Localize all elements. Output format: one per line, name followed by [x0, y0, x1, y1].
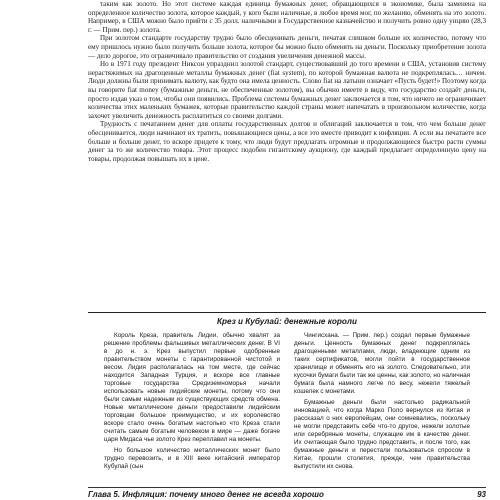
sidebar-column-left: [104, 332, 280, 471]
paragraph: Но в 1971 году президент Никсон упразднил золотой стандарт, существовавший до того времени в США, установив систему нерастяжимых на драгоценные металлы бумажных денег (fiat system), по которой бумажная валюта не подкреплялась… ничем. Люди должны были принимать валюту, как будто она имела ценность. Слово fiat на латыни означает «Пусть будет!» Поэтому когда вы говорите fiat money (бумажные деньги, не обеспеченные золотом), вы обычно имеете в виду, что государство создаёт деньги, просто издав указ о том, чтобы они появились. Проблема системы бумажных денег заключается в том, что ничего не ограничивает количества этих маленьких бумажек, которые правительство каждой страны может напечатать в произвольном количестве, когда захочет увеличить денежность расплатиться со своими долгами.: [88, 60, 486, 120]
sidebar-columns: [88, 332, 486, 471]
sidebar-paragraph: Бумажные деньги были настолько радикальной инновацией, что когда Марко Поло вернулся из Китая и рассказал о них европейцам, они сомневались, поскольку не могли представить себе что-то другое, нежели золотые или серебряные монеты, служащие им в качестве денег. Их считающая было трудно представить, и после того, как бумажные деньги и перестали пользоваться спросом в Китае, прошли столетия, прежде, чем правительства выпустили их снова.: [294, 399, 470, 470]
sidebar-paragraph: Чингисхана. — Прим. пер.) создал первые бумажные деньги. Ценность бумажных денег подкреплялась драгоценными металлами, люди, владеющие одним из таких сертификатов, могли пойти в государственное хранилище и обменять его на золото. Следовательно, эти кусочки бумаги были так же ценны, как золото, но наличная бумага была намного легче по весу, нежели тяжелый кошелек с монетами.: [294, 332, 470, 395]
main-text: [88, 0, 486, 163]
paragraph: Трудность с печатанием денег для оплаты государственных долгов и облигаций заключается в том, что чем больше денег обесценивается, люди начинают их тратить, повышающиеся цены, а все это вместе приводит к инфляции. А если вы печатаете все больше и больше денег, то вскоре придете к тому, что люди будут предлагать огромные и продолжающиеся быстро расти суммы денег за то же количество товара. Этот процесс подобен гигантскому аукциону, где каждый предлагает определенную цену на товары, продолжая повышать их в цене.: [88, 120, 486, 163]
page-number: 93: [477, 490, 486, 499]
paragraph: При золотом стандарте государству трудно было обесценивать деньги, печатая слишком больше их количество, потому что ему пришлось нужно было получить больше золота, которое бы можно было обменять на деньги. Поскольку приобретение золота — дело дорогое, это ограничивало правительство от создания увеличения денежной массы.: [88, 34, 486, 60]
sidebar-box: [88, 312, 486, 485]
sidebar-column-right: [294, 332, 470, 471]
chapter-title: Глава 5. Инфляция: почему много денег не всегда хорошо: [88, 490, 324, 499]
page-footer: [88, 487, 486, 499]
sidebar-title: Крез и Кубулай: денежные короли: [216, 317, 357, 326]
sidebar-paragraph: Но большое количество металлических монет было трудно перевозить, и в XIII веке китайский император Кубулай (сын: [104, 447, 280, 470]
sidebar-paragraph: Король Креза, правитель Лидии, обычно хвалят за решение проблемы фальшивых металлических денег. В VI в до н. э. Крез выпустил первые одобренные правительством монеты с гарантированной чистотой и весом. Лидия располагалась на том месте, где сейчас находится Западная Турция, и вскоре все главные торговые государства Средиземноморья начали использовать новые лидийские монеты, потому что они были самым надежным из существующих средств обмена. Новые металлические деньги предоставили лидийским торговцам большое преимущество, и их королевство вскоре стало очень богатым настолько что Креза стали считать самым богатым человеком в мире — даже богаче царя Мидаса чье золото Крез переплавил на монеты.: [104, 332, 280, 443]
paragraph: таким как золото. Но этот системе каждая единица бумажных денег, обращающихся в экономике, была заменена на определенное количество золота, которое каждый, у кого были наличные, в любое время мог, по желанию, обменять на это золото. Например, в США можно было прийти с 35 долл. наличными в Государственное казначейство и получить ровно одну унцию (28,3 г. — Прим. пер.) золота.: [88, 0, 486, 34]
